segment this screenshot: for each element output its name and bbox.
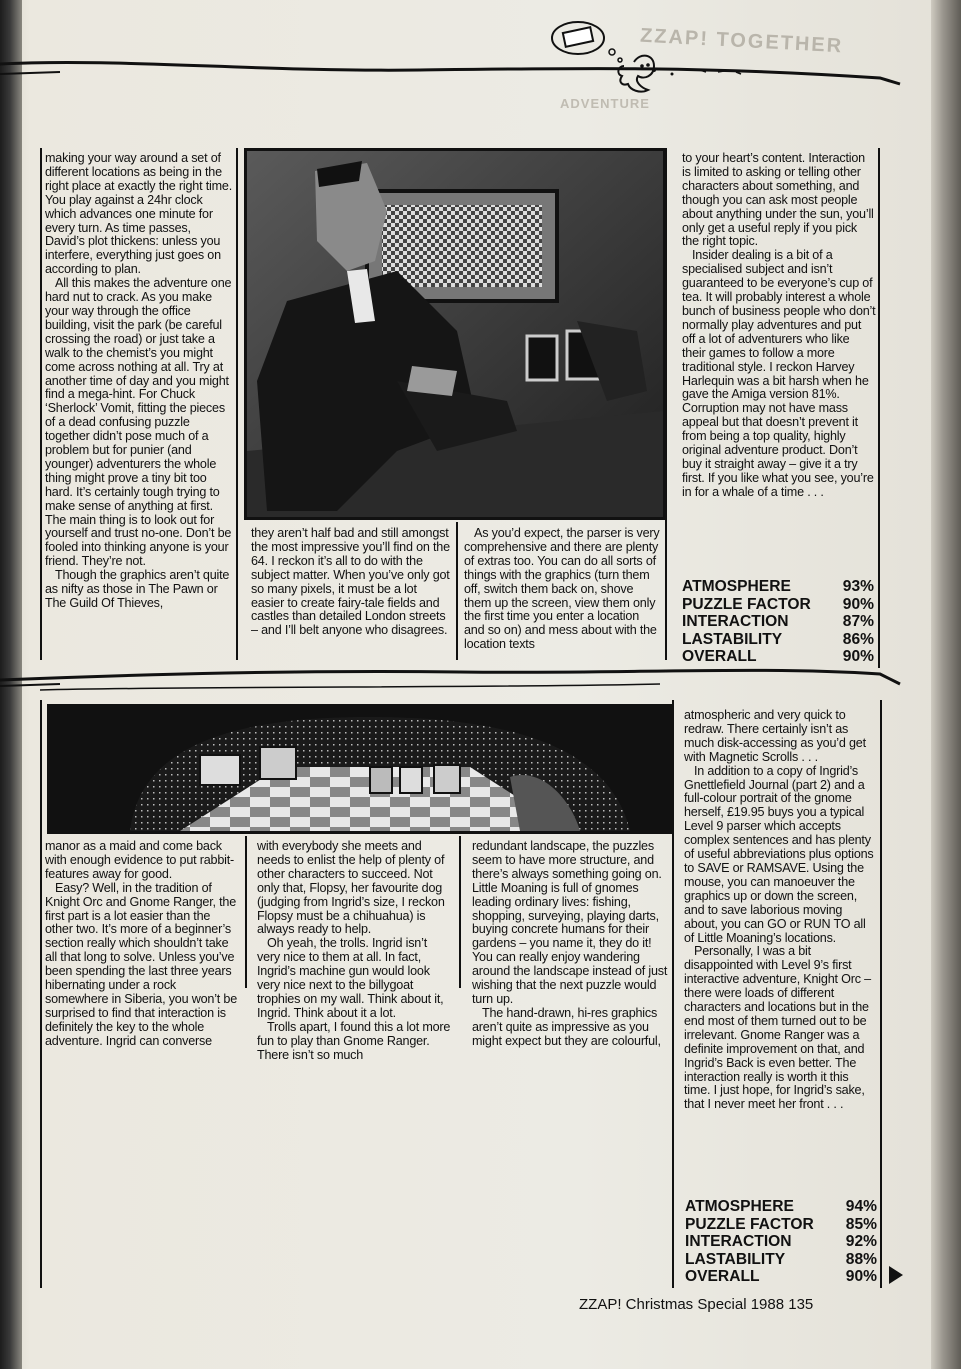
- column-rule: [236, 148, 238, 660]
- section-divider: [0, 660, 940, 700]
- review2-ratings: [685, 1198, 877, 1286]
- rating-row: [685, 1268, 877, 1286]
- rating-label: ATMOSPHERE: [685, 1198, 794, 1215]
- rating-row: [685, 1251, 877, 1269]
- rating-row: [682, 631, 874, 649]
- rating-value: 93%: [842, 578, 874, 595]
- column-rule: [880, 700, 882, 1288]
- ingrids-back-screenshot: [47, 704, 673, 834]
- column-rule: [672, 700, 674, 1288]
- paragraph: with everybody she meets and needs to enlist the help of plenty of other characters to succeed. Not only that, Flopsy, her favourite dog (judging from Ingrid’s size, I reckon Flopsy must be a chihuahua) is always ready to help.: [257, 839, 445, 937]
- paragraph: As you’d expect, the parser is very comprehensive and there are plenty of extras too. You can do all sorts of things with the graphics (turn them off, switch them back on, shove them up the screen, view them only the first time you enter a location and so on) and mess about with the location texts: [464, 526, 660, 652]
- review1-column-2: [251, 527, 451, 638]
- rating-label: PUZZLE FACTOR: [682, 595, 811, 613]
- rating-label: PUZZLE FACTOR: [685, 1215, 814, 1233]
- paragraph: Personally, I was a bit disappointed with Level 9’s first interactive adventure, Knight Orc – there were loads of different characters and locations but in the end most of them turned out to be irrelevant. Gnome Ranger was a definite improvement on that, and Ingrid’s Back is even better. The interaction really is worth it this time. I just hope, for Ingrid’s sake, that I never meet her front . . .: [684, 944, 871, 1112]
- rating-value: 90%: [842, 595, 874, 613]
- paragraph: redundant landscape, the puzzles seem to have more structure, and there’s always something going on. Little Moaning is full of gnomes leading ordinary lives: fishing, shopping, surveying, playing darts, buying concrete humans for their gardens – you name it, they do it! You can really enjoy wandering around the landscape instead of just wishing that the next puzzle would turn up.: [472, 839, 668, 1006]
- paragraph: they aren’t half bad and still amongst the most impressive you’ll find on the 64. I reckon it’s all to do with the subject matter. When you’ve only got so many pixels, it must be a lot easier to create fairy-tale fields and castles than detailed London streets – and I’ll belt anyone who disagrees.: [251, 526, 450, 638]
- rating-row: [682, 613, 874, 631]
- rating-value: 90%: [842, 648, 874, 666]
- rating-value: 92%: [845, 1233, 877, 1251]
- rating-value: 86%: [842, 630, 874, 648]
- rating-value: 94%: [845, 1198, 877, 1215]
- rating-row: [685, 1233, 877, 1251]
- rating-label: OVERALL: [682, 648, 757, 666]
- paragraph: Though the graphics aren’t quite as nifty as those in The Pawn or The Guild Of Thieves,: [45, 568, 230, 610]
- rating-row: [685, 1198, 877, 1216]
- review1-ratings: [682, 578, 874, 666]
- rating-row: [685, 1216, 877, 1234]
- doodle-character-icon: [552, 22, 654, 92]
- review2-column-1: [45, 840, 240, 1049]
- rating-row: [682, 578, 874, 596]
- paragraph: Easy? Well, in the tradition of Knight Orc and Gnome Ranger, the first part is a lot easier than the other two. It’s more of a beginner’s section really which shouldn’t take all that long to solve. Unless you’ve been spending the last three years hibernating under a rock somewhere in Siberia, you won’t be surprised to find that interaction is definitely the key to the whole adventure. Ingrid can converse: [45, 880, 238, 1048]
- column-rule: [456, 522, 458, 660]
- paragraph: In addition to a copy of Ingrid’s Gnettlefield Journal (part 2) and a full-colour portrait of the gnome herself, £19.95 buys you a typical Level 9 parser which accepts complex sentences and has plenty of useful abbreviations plus options to SAVE or RAMSAVE. Using the mouse, you can manoeuver the graphics up or down the screen, and to save laborious moving about, you can GO or RUN TO all of Little Moaning’s locations.: [684, 763, 874, 945]
- review1-column-1: [45, 152, 233, 611]
- paragraph: Trolls apart, I found this a lot more fun to play than Gnome Ranger. There isn’t so much: [257, 1019, 451, 1062]
- header-ghost-section: ADVENTURE: [560, 96, 650, 111]
- rating-label: INTERACTION: [682, 613, 789, 631]
- rating-label: OVERALL: [685, 1268, 760, 1286]
- review2-column-3: [472, 840, 668, 1049]
- paragraph: All this makes the adventure one hard nut to crack. As you make your way through the office building, visit the park (be careful crossing the road) or just take a walk to the chemist’s you might come across nothing at all. Try at another time of day and you might find a mega-hint. For Chuck ‘Sherlock’ Vomit, fitting the pieces of a dead confusing puzzle together didn’t pose much of a problem but for punier (and younger) adventurers the whole thing might prove a tiny bit too hard. It’s certainly tough trying to make sense of anything at first. The main thing is to look out for yourself and trust no-one. Don’t be fooled into thinking anyone is your friend. They’re not.: [45, 276, 232, 569]
- rating-row: [682, 596, 874, 614]
- corruption-screenshot: [244, 148, 666, 520]
- review1-column-3: [464, 527, 660, 652]
- paragraph: manor as a maid and come back with enough evidence to put rabbit-features away for good.: [45, 839, 235, 881]
- rating-value: 85%: [845, 1215, 877, 1233]
- header-ghost-title: ZZAP! TOGETHER: [639, 24, 844, 58]
- continue-arrow-icon: [889, 1266, 903, 1284]
- paragraph: making your way around a set of different locations as being in the right place at exactly the right time. You play against a 24hr clock which advances one minute for every turn. As time passes, David’s plot thickens: unless you interfere, everything just goes on according to plan.: [45, 151, 232, 277]
- column-rule: [40, 148, 42, 660]
- paragraph: The hand-drawn, hi-res graphics aren’t quite as impressive as you might expect but they are colourful,: [472, 1005, 661, 1048]
- review2-column-2: [257, 840, 453, 1063]
- column-rule: [459, 836, 461, 988]
- rating-value: 88%: [845, 1250, 877, 1268]
- rating-label: ATMOSPHERE: [682, 578, 791, 595]
- paragraph: Oh yeah, the trolls. Ingrid isn’t very nice to them at all. In fact, Ingrid’s machine gun would look very nice next to the billygoat trophies on my wall. Think about it, Ingrid. Think about it a lot.: [257, 936, 444, 1020]
- review2-column-4: [684, 709, 878, 1112]
- column-rule: [665, 148, 667, 660]
- rating-label: LASTABILITY: [682, 630, 783, 648]
- paragraph: to your heart’s content. Interaction is limited to asking or telling other characters about something, and though you can ask most people about anything under the sun, you’ll only get a useful reply if you pick the right topic.: [682, 151, 874, 249]
- rating-label: INTERACTION: [685, 1233, 792, 1251]
- paragraph: Insider dealing is a bit of a specialised subject and isn’t guaranteed to be everyone’s cup of tea. It will probably interest a whole bunch of business people who don’t normally play adventures and put off a lot of adventurers who like their games to follow a more traditional style. I reckon Harvey Harlequin was a bit harsh when he gave the Amiga version 81%. Corruption may not have mass appeal but that doesn’t prevent it from being a top quality, highly original adventure product. Don’t buy it straight away – give it a try first. If you like what you see, you’re in for a whale of a time . . .: [682, 248, 876, 499]
- column-rule: [878, 148, 880, 668]
- paragraph: atmospheric and very quick to redraw. There certainly isn’t as much disk-accessing as you’d get with Magnetic Scrolls . . .: [684, 708, 866, 764]
- hall-illustration: [50, 707, 670, 831]
- review1-column-4: [682, 152, 876, 500]
- column-rule: [245, 836, 247, 988]
- businessman-illustration: [247, 151, 663, 517]
- rating-value: 87%: [842, 613, 874, 631]
- rating-label: LASTABILITY: [685, 1250, 786, 1268]
- column-rule: [40, 700, 42, 1288]
- page-footer: ZZAP! Christmas Special 1988 135: [579, 1296, 814, 1313]
- rating-value: 90%: [845, 1268, 877, 1286]
